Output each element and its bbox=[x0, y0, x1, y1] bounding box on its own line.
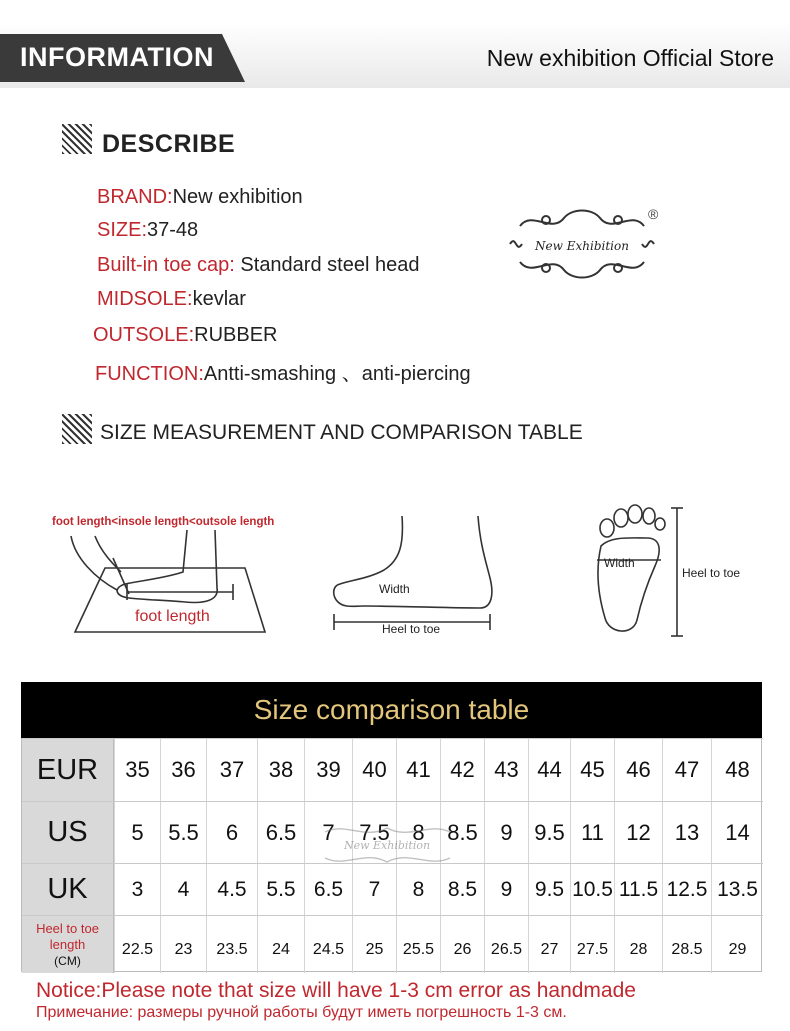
table-cell-us: 6 bbox=[206, 802, 257, 863]
spec-value: RUBBER bbox=[194, 324, 278, 346]
row-header-uk: UK bbox=[22, 864, 114, 915]
table-cell-uk: 3 bbox=[114, 864, 160, 915]
table-cell-eur: 43 bbox=[484, 739, 528, 801]
spec-size bbox=[97, 219, 198, 242]
table-cell-eur: 42 bbox=[440, 739, 484, 801]
notice-russian: Примечание: размеры ручной работы будут иметь погрешность 1-3 см. bbox=[36, 1004, 567, 1021]
table-cell-heel: 23 bbox=[160, 916, 206, 973]
table-cell-uk: 12.5 bbox=[662, 864, 711, 915]
table-cell-uk: 9 bbox=[484, 864, 528, 915]
watermark-text: New Exhibition bbox=[343, 839, 431, 852]
spec-key: Built-in toe cap: bbox=[97, 254, 235, 276]
table-cell-us: 9.5 bbox=[528, 802, 570, 863]
table-row-eur bbox=[22, 738, 763, 801]
brand-logo bbox=[502, 204, 662, 284]
table-cell-eur: 35 bbox=[114, 739, 160, 801]
size-measurement-heading: SIZE MEASUREMENT AND COMPARISON TABLE bbox=[100, 421, 583, 444]
table-cell-us: 12 bbox=[614, 802, 662, 863]
row-header-us: US bbox=[22, 802, 114, 863]
size-table-title: Size comparison table bbox=[253, 694, 530, 725]
spec-function bbox=[95, 357, 471, 386]
table-cell-eur: 45 bbox=[570, 739, 614, 801]
information-tab-label: INFORMATION bbox=[20, 42, 214, 72]
table-cell-uk: 11.5 bbox=[614, 864, 662, 915]
table-cell-heel: 28.5 bbox=[662, 916, 711, 973]
foot-length-label: foot length bbox=[135, 608, 210, 625]
table-cell-eur: 47 bbox=[662, 739, 711, 801]
table-cell-eur: 44 bbox=[528, 739, 570, 801]
length-order-note: foot length<insole length<outsole length bbox=[52, 516, 275, 528]
row-header-line: length bbox=[49, 936, 86, 952]
table-cell-eur: 38 bbox=[257, 739, 304, 801]
table-cell-heel: 24.5 bbox=[304, 916, 352, 973]
width-label: Width bbox=[379, 582, 410, 596]
spec-midsole bbox=[97, 288, 246, 311]
table-cell-heel: 24 bbox=[257, 916, 304, 973]
footprint-illustration bbox=[593, 502, 693, 642]
table-cell-us: 8.5 bbox=[440, 802, 484, 863]
row-header-eur: EUR bbox=[22, 739, 114, 801]
logo-text: New Exhibition bbox=[535, 239, 629, 253]
table-cell-us: 6.5 bbox=[257, 802, 304, 863]
table-cell-us: 5.5 bbox=[160, 802, 206, 863]
table-row-heel-to-toe bbox=[22, 915, 763, 973]
table-cell-heel: 23.5 bbox=[206, 916, 257, 973]
table-cell-uk: 5.5 bbox=[257, 864, 304, 915]
table-cell-heel: 27 bbox=[528, 916, 570, 973]
table-cell-heel: 25.5 bbox=[396, 916, 440, 973]
header-bar bbox=[0, 22, 790, 88]
table-cell-us: 14 bbox=[711, 802, 763, 863]
table-row-uk bbox=[22, 863, 763, 915]
table-cell-uk: 8.5 bbox=[440, 864, 484, 915]
table-cell-uk: 7 bbox=[352, 864, 396, 915]
table-cell-heel: 29 bbox=[711, 916, 763, 973]
spec-value: kevlar bbox=[192, 288, 246, 310]
heel-to-toe-label: Heel to toe bbox=[382, 622, 441, 636]
spec-outsole bbox=[93, 324, 278, 347]
table-cell-eur: 39 bbox=[304, 739, 352, 801]
watermark-logo bbox=[305, 820, 470, 870]
table-cell-uk: 6.5 bbox=[304, 864, 352, 915]
table-cell-heel: 26 bbox=[440, 916, 484, 973]
describe-heading: DESCRIBE bbox=[102, 130, 236, 158]
store-name: New exhibition Official Store bbox=[486, 45, 774, 71]
size-table-title-bar bbox=[21, 682, 762, 738]
table-cell-uk: 4.5 bbox=[206, 864, 257, 915]
table-cell-us: 8 bbox=[396, 802, 440, 863]
table-cell-uk: 13.5 bbox=[711, 864, 763, 915]
spec-key: SIZE: bbox=[97, 219, 148, 241]
spec-value: New exhibition bbox=[172, 186, 303, 208]
table-cell-eur: 41 bbox=[396, 739, 440, 801]
row-header-line: (CM) bbox=[54, 953, 81, 968]
row-header-heel-to-toe bbox=[22, 916, 114, 973]
table-cell-us: 11 bbox=[570, 802, 614, 863]
spec-key: FUNCTION: bbox=[95, 363, 204, 385]
spec-key: OUTSOLE: bbox=[93, 324, 195, 346]
spec-key: MIDSOLE: bbox=[97, 288, 193, 310]
table-cell-us: 5 bbox=[114, 802, 160, 863]
spec-value: Standard steel head bbox=[234, 254, 420, 276]
table-cell-uk: 4 bbox=[160, 864, 206, 915]
table-cell-uk: 8 bbox=[396, 864, 440, 915]
table-cell-eur: 46 bbox=[614, 739, 662, 801]
row-header-line: Heel to toe bbox=[36, 920, 99, 936]
table-cell-us: 7.5 bbox=[352, 802, 396, 863]
width-label: Width bbox=[604, 556, 635, 570]
registered-mark: ® bbox=[648, 206, 659, 222]
table-cell-us: 13 bbox=[662, 802, 711, 863]
stripe-icon bbox=[62, 414, 92, 444]
table-cell-us: 9 bbox=[484, 802, 528, 863]
table-cell-heel: 26.5 bbox=[484, 916, 528, 973]
table-cell-heel: 28 bbox=[614, 916, 662, 973]
table-cell-eur: 37 bbox=[206, 739, 257, 801]
spec-key: BRAND: bbox=[97, 186, 173, 208]
table-cell-eur: 36 bbox=[160, 739, 206, 801]
table-cell-uk: 10.5 bbox=[570, 864, 614, 915]
stripe-icon bbox=[62, 124, 92, 154]
table-cell-us: 7 bbox=[304, 802, 352, 863]
heel-to-toe-label: Heel to toe bbox=[682, 566, 741, 580]
notice-english: Notice:Please note that size will have 1-3 cm error as handmade bbox=[36, 979, 636, 1002]
table-cell-heel: 27.5 bbox=[570, 916, 614, 973]
spec-value: 37-48 bbox=[147, 219, 199, 241]
table-cell-heel: 25 bbox=[352, 916, 396, 973]
table-cell-eur: 48 bbox=[711, 739, 763, 801]
table-cell-eur: 40 bbox=[352, 739, 396, 801]
spec-value: Antti-smashing 、anti-piercing bbox=[203, 363, 471, 385]
spec-toe-cap bbox=[97, 254, 419, 277]
spec-brand bbox=[97, 186, 303, 209]
table-cell-heel: 22.5 bbox=[114, 916, 160, 973]
table-cell-uk: 9.5 bbox=[528, 864, 570, 915]
